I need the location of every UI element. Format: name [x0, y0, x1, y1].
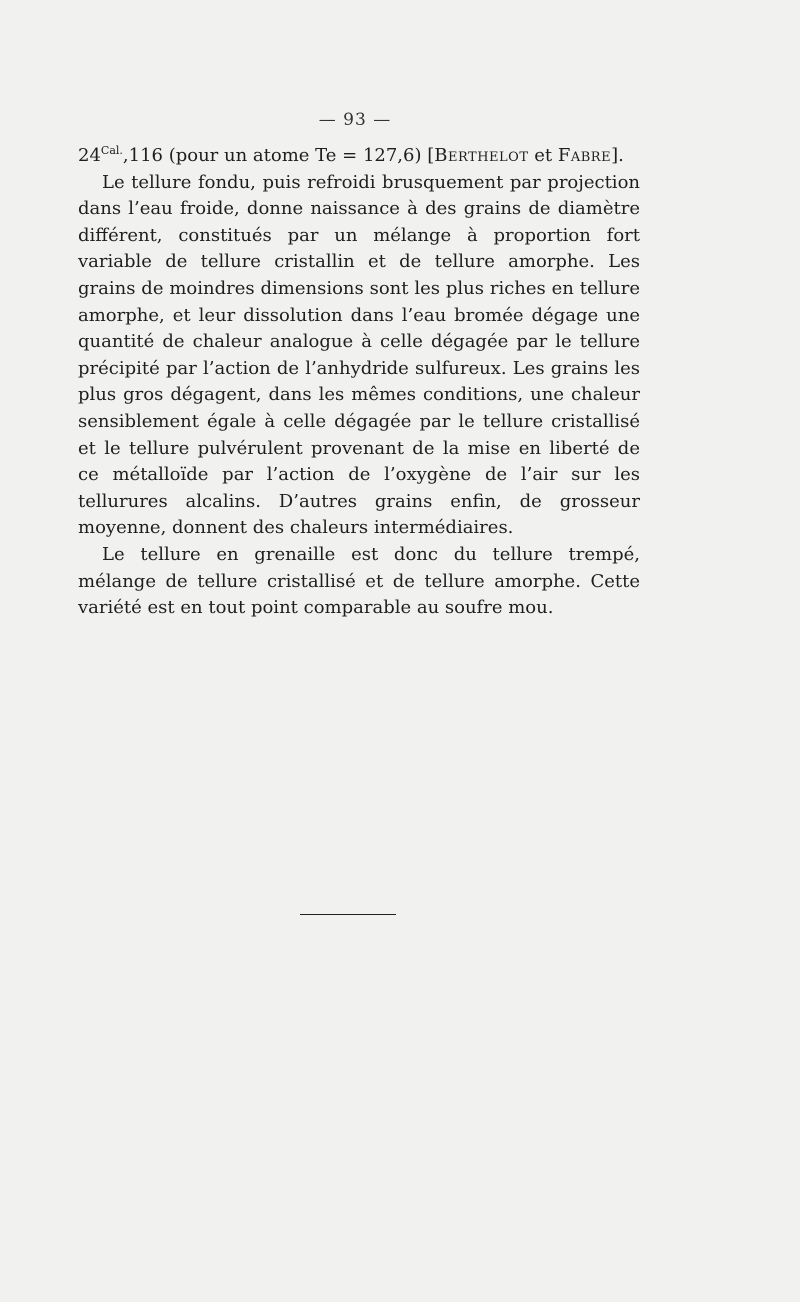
paragraph-conclusion: Le tellure en grenaille est donc du tellure trempé, mélange de tellure cristallisé et de tellure amorphe. Cette variété est en tout point comparable au soufre mou. — [78, 543, 640, 619]
author-conjunction: et — [528, 145, 558, 166]
value-prefix: 24 — [78, 145, 101, 166]
page-number: — 93 — — [318, 110, 392, 130]
paragraph-grains: Le tellure fondu, puis refroidi brusquement par projection dans l’eau froide, donne naissance à des grains de diamètre différent, constitués par un mélange à proportion fort variable de tellure cristallin et de tellure amorphe. Les grains de moindres dimensions sont les plus riches en tellure amorphe, et leur dissolution dans l’eau bromée dégage une quantité de chaleur analogue à celle dégagée par le tellure précipité par l’action de l’anhydride sulfureux. Les grains les plus gros dégagent, dans les mêmes conditions, une chaleur sensiblement égale à celle dégagée par le tellure cristallisé et le tellure pulvérulent provenant de la mise en liberté de ce métalloïde par l’action de l’oxygène de l’air sur les tellurures alcalins. D’autres grains enfin, de grosseur moyenne, donnent des chaleurs intermédiaires. — [78, 171, 640, 539]
author-berthelot: Berthelot — [434, 145, 529, 166]
unit-superscript: Cal. — [100, 144, 123, 157]
body-text — [78, 143, 640, 622]
author-fabre: Fabre — [557, 145, 612, 166]
end-rule — [300, 914, 396, 915]
paragraph-continuation — [78, 143, 640, 170]
citation-close: ]. — [611, 145, 624, 166]
value-continuation: ,116 (pour un atome Te = 127,6) [ — [122, 145, 435, 166]
